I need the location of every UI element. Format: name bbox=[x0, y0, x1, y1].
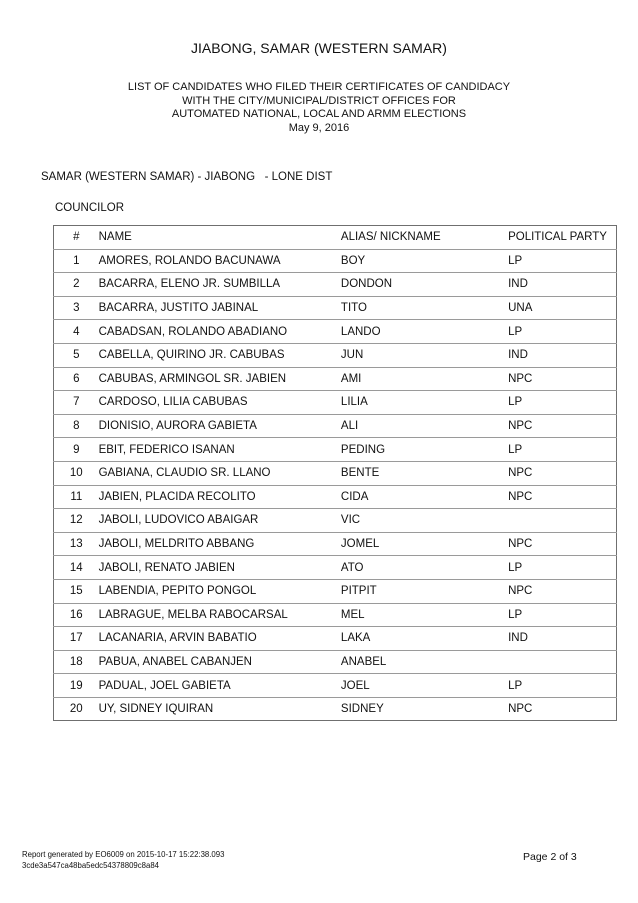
table-row bbox=[54, 485, 617, 509]
subtitle-line: AUTOMATED NATIONAL, LOCAL AND ARMM ELECTIONS bbox=[171, 108, 467, 120]
row-number: 20 bbox=[54, 697, 99, 721]
table-row bbox=[54, 532, 617, 556]
row-number: 14 bbox=[54, 556, 99, 580]
row-number: 2 bbox=[54, 273, 99, 297]
candidates-table bbox=[53, 225, 617, 721]
candidate-name: CABELLA, QUIRINO JR. CABUBAS bbox=[99, 343, 341, 367]
candidate-party bbox=[508, 650, 616, 674]
row-number: 15 bbox=[54, 579, 99, 603]
candidate-alias: LILIA bbox=[341, 391, 508, 415]
subtitle-line: WITH THE CITY/MUNICIPAL/DISTRICT OFFICES FOR bbox=[182, 94, 456, 107]
candidate-name: BACARRA, JUSTITO JABINAL bbox=[99, 296, 341, 320]
candidate-alias: PEDING bbox=[341, 438, 508, 462]
candidate-party: UNA bbox=[508, 296, 616, 320]
candidate-alias: LANDO bbox=[341, 320, 508, 344]
candidate-name: PABUA, ANABEL CABANJEN bbox=[99, 650, 341, 674]
candidate-name: LABRAGUE, MELBA RABOCARSAL bbox=[99, 603, 341, 627]
candidate-party: LP bbox=[508, 249, 616, 273]
table-row bbox=[54, 556, 617, 580]
candidate-name: JABOLI, LUDOVICO ABAIGAR bbox=[99, 509, 341, 533]
row-number: 11 bbox=[54, 485, 99, 509]
row-number: 18 bbox=[54, 650, 99, 674]
table-row bbox=[54, 697, 617, 721]
row-number: 9 bbox=[54, 438, 99, 462]
table-row bbox=[54, 367, 617, 391]
candidate-alias: JOEL bbox=[341, 674, 508, 698]
candidate-party: LP bbox=[508, 438, 616, 462]
candidate-party: LP bbox=[508, 674, 616, 698]
candidate-name: GABIANA, CLAUDIO SR. LLANO bbox=[99, 461, 341, 485]
candidate-name: DIONISIO, AURORA GABIETA bbox=[99, 414, 341, 438]
report-footer bbox=[22, 849, 224, 871]
candidate-party: LP bbox=[508, 391, 616, 415]
candidate-alias: BENTE bbox=[341, 461, 508, 485]
table-row bbox=[54, 627, 617, 651]
candidate-party: NPC bbox=[508, 697, 616, 721]
candidate-name: LACANARIA, ARVIN BABATIO bbox=[99, 627, 341, 651]
candidate-name: CARDOSO, LILIA CABUBAS bbox=[99, 391, 341, 415]
table-row bbox=[54, 509, 617, 533]
row-number: 7 bbox=[54, 391, 99, 415]
candidate-alias: SIDNEY bbox=[341, 697, 508, 721]
candidate-name: JABOLI, MELDRITO ABBANG bbox=[99, 532, 341, 556]
candidate-alias: TITO bbox=[341, 296, 508, 320]
candidate-alias: ATO bbox=[341, 556, 508, 580]
row-number: 10 bbox=[54, 461, 99, 485]
row-number: 8 bbox=[54, 414, 99, 438]
column-header-name: NAME bbox=[98, 231, 132, 244]
generated-note: Report generated by EO6009 on 2015-10-17 15:22:38.093 bbox=[22, 850, 225, 859]
subtitle-line: LIST OF CANDIDATES WHO FILED THEIR CERTIFICATES OF CANDIDACY bbox=[127, 81, 511, 93]
row-number: 16 bbox=[54, 603, 99, 627]
candidate-name: PADUAL, JOEL GABIETA bbox=[99, 674, 341, 698]
candidate-name: UY, SIDNEY IQUIRAN bbox=[99, 697, 341, 721]
table-row bbox=[54, 320, 617, 344]
row-number: 13 bbox=[54, 532, 99, 556]
table-row bbox=[54, 414, 617, 438]
candidate-party: IND bbox=[508, 273, 616, 297]
column-header-party: POLITICAL PARTY bbox=[508, 231, 607, 244]
candidate-alias: AMI bbox=[341, 367, 508, 391]
candidate-party: NPC bbox=[508, 414, 616, 438]
page-number: Page 2 of 3 bbox=[523, 851, 577, 863]
candidate-alias: ALI bbox=[341, 414, 508, 438]
candidate-alias: JOMEL bbox=[341, 532, 508, 556]
table-row bbox=[54, 603, 617, 627]
candidate-name: LABENDIA, PEPITO PONGOL bbox=[99, 579, 341, 603]
candidate-name: JABOLI, RENATO JABIEN bbox=[99, 556, 341, 580]
candidate-alias: ANABEL bbox=[341, 650, 508, 674]
table-row bbox=[54, 296, 617, 320]
row-number: 6 bbox=[54, 367, 99, 391]
candidate-alias: BOY bbox=[341, 249, 508, 273]
candidate-party: LP bbox=[508, 603, 616, 627]
document-subtitle bbox=[0, 81, 638, 135]
candidate-party: NPC bbox=[508, 461, 616, 485]
election-date: May 9, 2016 bbox=[288, 121, 350, 134]
row-number: 4 bbox=[54, 320, 99, 344]
candidate-party: NPC bbox=[508, 532, 616, 556]
table-row bbox=[54, 579, 617, 603]
candidate-party: LP bbox=[508, 556, 616, 580]
page-title: JIABONG, SAMAR (WESTERN SAMAR) bbox=[191, 40, 447, 56]
candidate-alias: MEL bbox=[341, 603, 508, 627]
candidate-party: LP bbox=[508, 320, 616, 344]
row-number: 12 bbox=[54, 509, 99, 533]
candidate-name: CABADSAN, ROLANDO ABADIANO bbox=[99, 320, 341, 344]
row-number: 3 bbox=[54, 296, 99, 320]
report-hash: 3cde3a547ca48ba5edc54378809c8a84 bbox=[22, 861, 160, 870]
district-label: SAMAR (WESTERN SAMAR) - JIABONG - LONE DIST bbox=[41, 171, 333, 183]
candidate-party: IND bbox=[508, 627, 616, 651]
candidate-party: IND bbox=[508, 343, 616, 367]
row-number: 1 bbox=[54, 249, 99, 273]
candidate-name: EBIT, FEDERICO ISANAN bbox=[99, 438, 341, 462]
candidate-alias: JUN bbox=[341, 343, 508, 367]
candidate-alias: DONDON bbox=[341, 273, 508, 297]
table-header-row bbox=[54, 226, 617, 250]
candidate-name: JABIEN, PLACIDA RECOLITO bbox=[99, 485, 341, 509]
candidate-party: NPC bbox=[508, 485, 616, 509]
candidate-alias: VIC bbox=[341, 509, 508, 533]
table-row bbox=[54, 674, 617, 698]
candidate-party: NPC bbox=[508, 579, 616, 603]
table-row bbox=[54, 461, 617, 485]
candidate-alias: CIDA bbox=[341, 485, 508, 509]
candidate-alias: LAKA bbox=[341, 627, 508, 651]
column-header-number: # bbox=[73, 231, 80, 244]
table-row bbox=[54, 391, 617, 415]
candidate-name: CABUBAS, ARMINGOL SR. JABIEN bbox=[99, 367, 341, 391]
position-label: COUNCILOR bbox=[55, 202, 125, 214]
candidate-party: NPC bbox=[508, 367, 616, 391]
row-number: 17 bbox=[54, 627, 99, 651]
candidate-alias: PITPIT bbox=[341, 579, 508, 603]
candidate-name: BACARRA, ELENO JR. SUMBILLA bbox=[99, 273, 341, 297]
table-row bbox=[54, 249, 617, 273]
row-number: 19 bbox=[54, 674, 99, 698]
row-number: 5 bbox=[54, 343, 99, 367]
candidate-party bbox=[508, 509, 616, 533]
column-header-alias: ALIAS/ NICKNAME bbox=[340, 231, 441, 244]
candidate-name: AMORES, ROLANDO BACUNAWA bbox=[99, 249, 341, 273]
table-row bbox=[54, 343, 617, 367]
table-row bbox=[54, 650, 617, 674]
table-row bbox=[54, 273, 617, 297]
table-body bbox=[54, 249, 617, 721]
table-row bbox=[54, 438, 617, 462]
